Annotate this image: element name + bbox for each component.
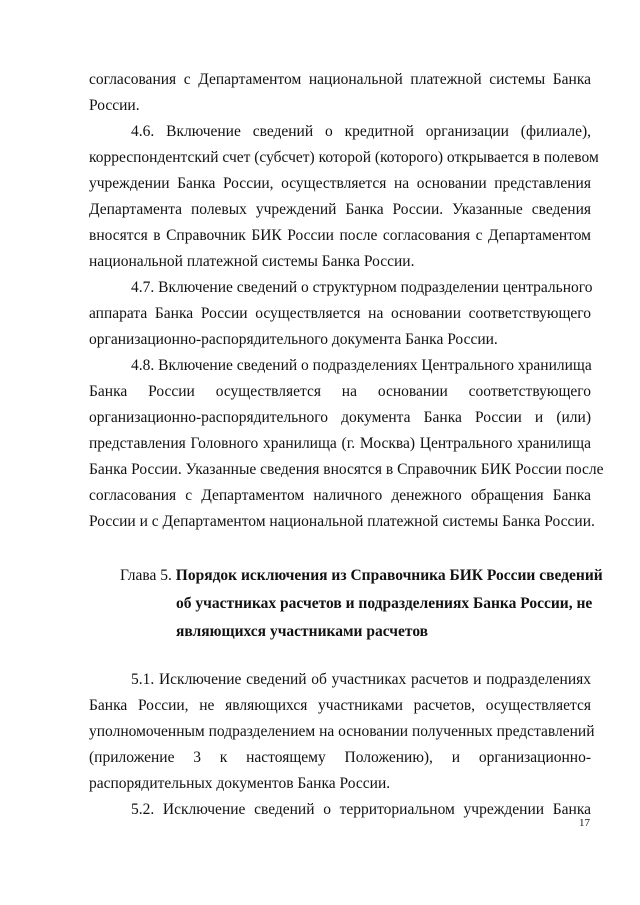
chapter-heading (120, 566, 603, 586)
text-line: согласования с Департаментом наличного денежного обращения Банка (89, 487, 591, 504)
paragraph-4-6-start: 4.6. Включение сведений о кредитной организации (филиале), (131, 123, 591, 140)
paragraph-4-8-start: 4.8. Включение сведений о подразделениях Центрального хранилища (131, 357, 592, 374)
text-line: учреждении Банка России, осуществляется на основании представления (89, 175, 591, 192)
text-line: организационно-распорядительного документа Банка России. (89, 331, 498, 348)
chapter-title-line-1: Порядок исключения из Справочника БИК России сведений (175, 567, 603, 584)
text-line: национальной платежной системы Банка России. (89, 253, 415, 270)
chapter-title-line-2: об участниках расчетов и подразделениях Банка России, не (176, 595, 593, 612)
chapter-title-line-3-container (176, 622, 428, 642)
text-line: Банка России, не являющихся участниками расчетов, осуществляется (89, 697, 591, 714)
text-line: согласования с Департаментом национальной платежной системы Банка (89, 71, 591, 88)
text-line: вносятся в Справочник БИК России после согласования с Департаментом (89, 227, 591, 244)
text-line: аппарата Банка России осуществляется на основании соответствующего (89, 305, 591, 322)
text-line: корреспондентский счет (субсчет) которой (которого) открывается в полевом (89, 149, 599, 166)
text-line: организационно-распорядительного документа Банка России и (или) (89, 409, 591, 426)
text-line: (приложение 3 к настоящему Положению), и организационно- (89, 749, 591, 766)
text-line: Банка России осуществляется на основании соответствующего (89, 383, 591, 400)
paragraph-4-7-start: 4.7. Включение сведений о структурном подразделении центрального (131, 279, 593, 296)
text-line: распорядительных документов Банка России. (89, 775, 391, 792)
text-line: Департамента полевых учреждений Банка России. Указанные сведения (89, 201, 591, 218)
chapter-title-line-2-container (176, 594, 592, 614)
page-number: 17 (579, 817, 590, 829)
chapter-title-line-3: являющихся участниками расчетов (176, 623, 429, 640)
paragraph-5-2-start: 5.2. Исключение сведений о территориальном учреждении Банка (131, 801, 591, 818)
text-line: уполномоченным подразделением на основании полученных представлений (89, 723, 595, 740)
text-line: представления Головного хранилища (г. Москва) Центрального хранилища (89, 435, 591, 452)
paragraph-5-1-start: 5.1. Исключение сведений об участниках расчетов и подразделениях (131, 671, 591, 688)
text-line: Банка России. Указанные сведения вносятся в Справочник БИК России после (89, 461, 604, 478)
chapter-prefix: Глава 5. (120, 567, 172, 584)
text-line: России и с Департаментом национальной платежной системы Банка России. (89, 513, 595, 530)
text-line: России. (89, 97, 140, 114)
